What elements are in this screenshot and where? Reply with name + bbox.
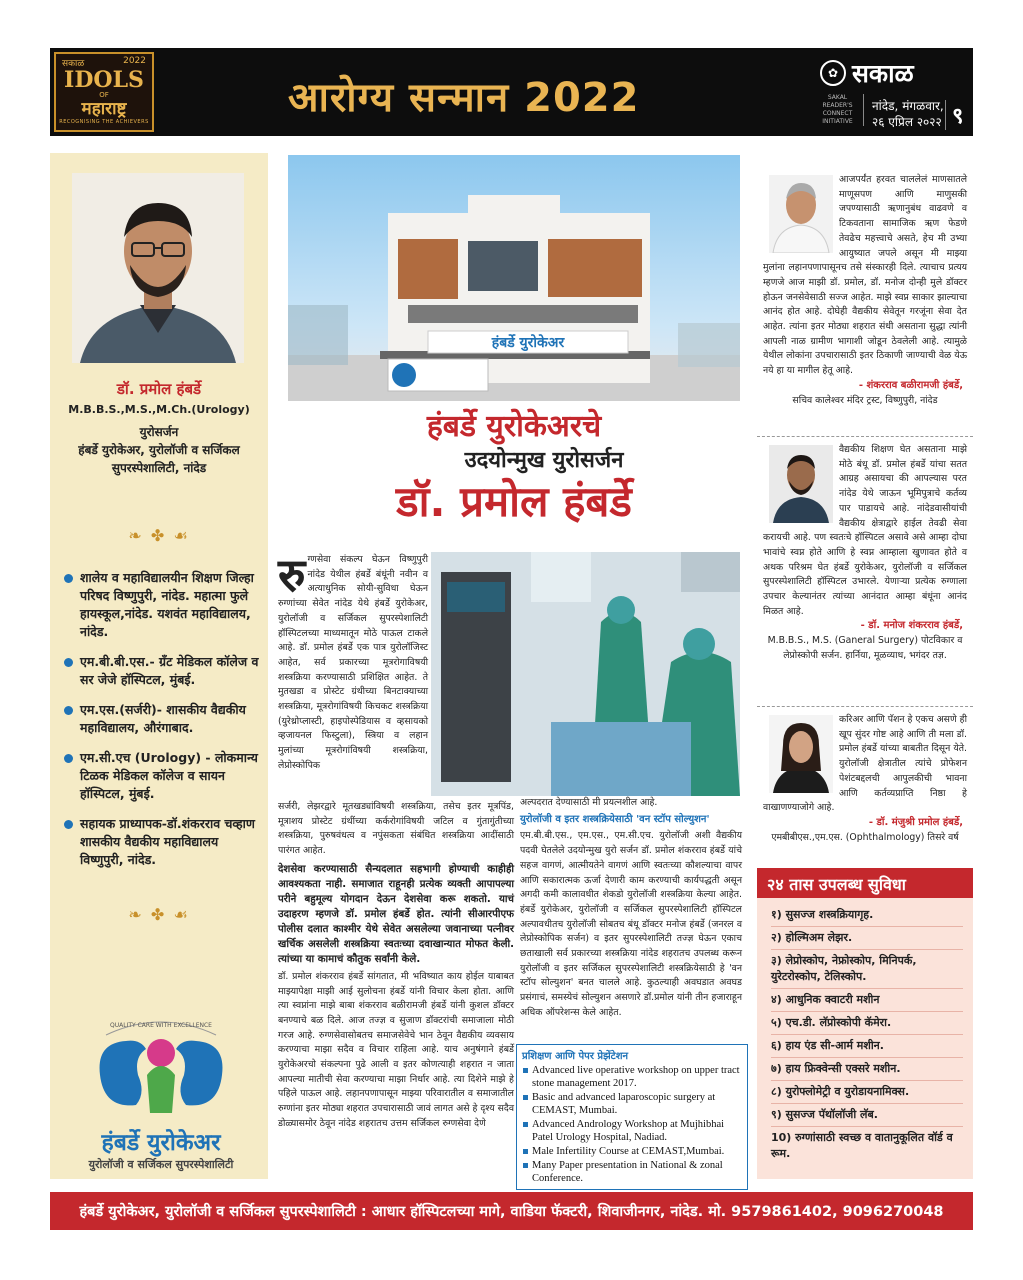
article-paragraph: डॉ. प्रमोल शंकरराव हंबर्डे सांगतात, मी भविष्यात काय होईल याबाबत माझ्यापेक्षा माझी आई सुलोचना हंबर्डे यांनी विचार केला होता. आणि त्या स्वप्नांना माझे बाबा शंकरराव बळीरामजी हंबर्डे यांनी कुशल डॉक्टर बनण्याचे बळ दिले. आज तज्ज्ञ व सुजाण डॉक्टरांची समाजाला मोठी गरज आहे. रुग्णसेवासोबतच समाजसेवेचे भान ठेवून वैद्यकीय व्यवसाय करण्याचा माझा सदैव व विचार राहिला आहे. याच अनुषंगाने हंबर्डे युरोकेअरचो संकल्पना पुढे आली व इतर कोणत्याही शहरात न जाता आपल्या मातीची सेवा करण्याचा माझा निर्धार आहे. त्या दिशेने माझे हे पहिले पाऊल आहे. लहानपणापासून माझ्या परिवारातील व समाजातील रुग्णांना इतर मोठ्या शहरात उपचारासाठी जावं लागत असे हे दृश्य सदैव डोळ्यासमोर ठेवून नांदेड शहरातच उत्तम सर्जिकल रुग्णसेवा देणे: [278, 970, 514, 1129]
article-paragraph: एम.बी.बी.एस., एम.एस., एम.सी.एच. युरोलॉजी अशी वैद्यकीय पदवी घेतलेले उदयोन्मुख युरो सर्जन डॉ. प्रमोल शंकरराव हंबर्डे यांचे सहज वागणं, आत्मीयतेने वागणं आणि स्वतःच्या कौशल्याचा वापर आणि सकारात्मक ऊर्जा देणारी काम करण्याची कार्यपद्धती असून अगदी कमी कालावधीत शेकडो युरोलॉजी शस्त्रक्रिया केल्या आहेत. हंबर्डे युरोकेअर, युरोलॉजी व सर्जिकल सुपरस्पेशालिटी हॉस्पिटल अल्पावधीतच युरोलॉजी सोबतच बंधू डॉक्टर मनोज हंबर्डे (जनरल व लेप्रोस्कोपिक सर्जन) व इतर सुपरस्पेशालिटी तज्ज्ञ घेऊन एकाच छताखाली सर्व प्रकारच्या शस्त्रक्रिया नांदेड शहरातच उपलब्ध करून युरोलॉजी व इतर सर्जिकल सुपरस्पेशालिटी शस्त्रक्रियेसाठी हे 'वन स्टॉप सोल्युशन' बनत चालले आहे. कुठल्याही अवघडात अवघड प्रसंगाचं, समस्येचं सोल्युशन असणारे डॉ.प्रमोल यांनी तीन हजाराहून अधिक ऑपरेशन्स केले आहेत.: [520, 830, 742, 1018]
testimonial: [757, 173, 973, 408]
badge-tagline: RECOGNISING THE ACHIEVERS: [59, 119, 149, 125]
training-item: Advanced live operative workshop on upper tract stone management 2017.: [522, 1064, 742, 1090]
badge-top: सकाळ: [62, 59, 85, 69]
testimonial-text: करिअर आणि पॅशन हे एकच असणे ही खूप सुंदर गोष्ट आहे आणि ती मला डॉ. प्रमोल हंबर्डे यांच्या बाबतीत दिसून येते. युरोलॉजी क्षेत्रातील त्यांचे प्रोफेशन पेशंटबद्दलची आपुलकीची भावना आणि कर्तव्यप्राप्ति निष्ठा हे वाखाणण्याजोगे आहे.: [763, 714, 967, 814]
qualification-item: सहायक प्राध्यापक-डॉ.शंकरराव चव्हाण शासकीय वैद्यकीय महाविद्यालय विष्णुपुरी, नांदेड.: [62, 815, 262, 869]
logo-title: हंबर्डे युरोकेअर: [101, 1130, 221, 1156]
testimonial-text: आजपर्यंत हरवत चाललेलं माणसातले माणूसपण आणि माणुसकी जपण्यासाठी ऋणानुबंध वाढवणे व टिकवताना सामाजिक ऋण फेडणे तेवढेच महत्त्वाचे असते, हेच मी उभ्या आयुष्यात जपले असून मी माझ्या मुलांना लहानपणापासूनच तसे संस्कारही दिले. त्याचाच प्रत्यय म्हणजे आज माझी डॉ. प्रमोल, डॉ. मनोज दोन्ही मुले डॉक्टर होऊन जनसेवेसाठी सज्ज आहेत. माझे स्वप्न साकार झाल्याचा आनंद होत आहे. दोघेही वैद्यकीय सेवेतून गरजूंना सेवा देत आहेत. त्यांना इतर मोठ्या शहरात संधी असताना सुद्धा त्यांनी आपली नाळ ग्रामीण भागाशी जोडून ठेवलेली आहे. त्यामुळे येथील लोकांना उपचारासाठी इतर ठिकाणी जाण्याची वेळ येऊ नये हा या मागील हेतू आहे.: [763, 174, 967, 377]
training-item: Basic and advanced laparoscopic surgery at CEMAST, Mumbai.: [522, 1091, 742, 1117]
training-item: Male Infertility Course at CEMAST,Mumbai.: [522, 1145, 742, 1158]
divider: [757, 706, 973, 707]
testimonial-signature: - डॉ. मनोज शंकरराव हंबर्डे,: [860, 620, 963, 632]
article-paragraph: अल्पदरात देण्यासाठी मी प्रयत्नशील आहे.: [520, 797, 658, 808]
doctor-name: डॉ. प्रमोल हंबर्डे: [116, 380, 202, 398]
facility-item: २) होल्मिअम लेझर.: [771, 927, 963, 950]
doctor-role: युरोसर्जन: [139, 425, 179, 439]
facility-item: ७) हाय फ्रिक्वेन्सी एक्सरे मशीन.: [771, 1058, 963, 1081]
badge-state: महाराष्ट्र: [81, 99, 127, 119]
testimonial: [757, 713, 973, 845]
paper-name: सकाळ: [852, 59, 914, 88]
facility-item: 10) रुग्णांसाठी स्वच्छ व वातानुकूलित वॉर्ड व रूम.: [771, 1131, 953, 1160]
article-paragraph: सर्जरी, लेझरद्वारे मूतखड्यांविषयी शस्त्रक्रिया, तसेच इतर मूत्रपिंड, मूत्राशय प्रोस्टेट ग्रंथींच्या कर्करोगांविषयी जटिल व गुंतागुंतीच्या शस्त्रक्रिया, पुरुषवंधत्व व नपुंसकता संबंधित शस्त्रक्रिया आदींसाठी पारंगत आहेत.: [278, 801, 514, 857]
facility-item: ९) सुसज्ज पॅथॉलॉजी लॅब.: [771, 1104, 963, 1127]
testimonial-text: वैद्यकीय शिक्षण घेत असताना माझे मोठे बंधू डॉ. प्रमोल हंबर्डे यांचा सतत आग्रह असायचा की आपल्यास परत नांदेड येथे जाऊन भूमिपुत्राचे कर्तव्य पार पाडायचे आहे. नांदेडवासीयांची वैद्यकीय क्षेत्राद्वारे हाईल तेवढी सेवा करायची आहे. पण स्वतःचे हॉस्पिटल असावे असे आम्हा दोघा भावांचे स्वप्न होते आणि हे स्वप्न आम्हाला खुणावत होते व अथक परिश्रम घेत हंबर्डे युरोकेअर, युरोलॉजी व सर्जिकल सुपरस्पेशालिटी हॉस्पिटल उभारले. येणाऱ्या प्रत्येक रुग्णाला उपचार केल्यानंतर त्यांच्या आनंदात आम्हा बंधूंना आनंद मिळत आहे.: [763, 444, 967, 617]
facilities-heading: २४ तास उपलब्ध सुविधा: [757, 868, 973, 898]
idols-badge: [54, 52, 154, 132]
article-paragraph: ग्णसेवा संकल्प घेऊन विष्णुपुरी नांदेड येथील हंबर्डे बंधूंनी नवीन व अत्याधुनिक सोयी-सुविधा घेऊन रुग्णांच्या सेवेत नांदेड येथे हंबर्डे युरोकेअर, युरोलॉजी व सर्जिकल सुपरस्पेशालिटी हॉस्पिटलच्या माध्यमातून मोठे पाऊल टाकले आहे. डॉ. प्रमोल हंबर्डे एक पात्र युरोलॉजिस्ट आहेत, सर्व प्रकारच्या मूत्ररोगाविषयी शस्त्रक्रिया करण्यासाठी प्रशिक्षित आहेत. ते मुतखडा व प्रोस्टेट ग्रंथीच्या बिनटाक्याच्या शस्त्रक्रिया, मूत्ररोगांविषयी किचकट शस्त्रक्रिया (युरेथ्रोप्लास्टी, हाइपोस्पेडियास व व्हसायको व्हजायनल फिस्टुला), स्त्रिया व लहान मुलांच्या मूत्ररोगांविषयी शस्त्रक्रिया, लेप्रोस्कोपिक: [278, 554, 428, 771]
page-title: आरोग्य सन्मान 2022: [288, 75, 640, 121]
logo-ring-text: QUALITY CARE WITH EXCELLENCE: [110, 1022, 212, 1029]
place-day: नांदेड, मंगळवार,: [872, 99, 944, 113]
training-heading: प्रशिक्षण आणि पेपर प्रेझेंटेशन: [522, 1051, 629, 1062]
testimonial-signature: - शंकरराव बळीरामजी हंबर्डे,: [858, 379, 963, 391]
dateline: [872, 98, 944, 130]
footer-address-bar: हंबर्डे युरोकेअर, युरोलॉजी व सर्जिकल सुपरस्पेशालिटी : आधार हॉस्पिटलच्या मागे, वाडिया फॅक्टरी, शिवाजीनगर, नांदेड. मो. 9579861402, 9096270048: [50, 1192, 973, 1230]
doctor-degrees: M.B.B.S.,M.S.,M.Ch.(Urology): [68, 403, 250, 416]
doctor-organization: हंबर्डे युरोकेअर, युरोलॉजी व सर्जिकल सुपरस्पेशालिटी, नांदेड: [78, 443, 240, 475]
qualification-item: एम.बी.बी.एस.- ग्रँट मेडिकल कॉलेज व सर जेजे हॉस्पिटल, मुंबई.: [62, 653, 262, 689]
testimonial: [757, 443, 973, 664]
facility-item: ५) एच.डी. लॅप्रोस्कोपी कॅमेरा.: [771, 1012, 963, 1035]
testimonial-signature: - डॉ. मंजुश्री प्रमोल हंबर्डे,: [868, 816, 963, 828]
qualification-item: एम.एस.(सर्जरी)- शासकीय वैद्यकीय महाविद्यालय, औरंगाबाद.: [62, 701, 262, 737]
article-column-2: [520, 796, 742, 1023]
training-box: [516, 1044, 748, 1190]
reader-initiative: SAKAL READER'S CONNECT INITIATIVE: [816, 94, 864, 126]
sakal-emblem-icon: ✿: [820, 60, 846, 86]
training-list: [522, 1064, 742, 1185]
qualification-list: [62, 569, 262, 881]
testimonial-photo: [769, 715, 833, 799]
training-item: Advanced Andrology Workshop at Mujhibhai Patel Urology Hospital, Nadiad.: [522, 1118, 742, 1144]
facility-item: ४) आधुनिक क्वाटरी मशीन: [771, 989, 963, 1012]
hospital-building-photo: [288, 155, 740, 401]
headline-line-1: हंबर्डे युरोकेअरचे: [426, 409, 602, 444]
building-sign: हंबर्डे युरोकेअर: [491, 335, 565, 351]
testimonial-meta: एमबीबीएस.,एम.एस. (Ophthalmology) तिसरे वर्ष: [771, 831, 959, 843]
testimonial-photo: [769, 445, 833, 529]
hospital-logo: [66, 1013, 256, 1172]
facilities-list: [757, 898, 973, 1165]
badge-year: 2022: [123, 56, 146, 66]
surgery-photo: [431, 552, 740, 796]
testimonial-meta: सचिव कालेश्वर मंदिर ट्रस्ट, विष्णुपुरी, नांदेड: [792, 394, 938, 406]
badge-of: OF: [99, 91, 109, 99]
facility-item: ८) युरोफ्लोमेट्री व युरोडायनामिक्स.: [771, 1081, 963, 1104]
article-subheading: युरोलॉजी व इतर शस्त्रक्रियेसाठी 'वन स्टॉप सोल्युशन': [520, 813, 710, 825]
issue-date: २६ एप्रिल २०२२: [872, 115, 942, 129]
page-number: ९: [945, 100, 963, 130]
ornament-divider-icon: ❧ ✤ ☙: [128, 526, 190, 545]
divider: [757, 436, 973, 437]
doctor-photo: [72, 173, 244, 363]
facility-item: ६) हाय एंड सी-आर्म मशीन.: [771, 1035, 963, 1058]
qualification-item: शालेय व महाविद्यालयीन शिक्षण जिल्हा परिषद विष्णुपुरी, नांदेड. महात्मा फुले हायस्कूल,नांदेड. यशवंत महाविद्यालय, नांदेड.: [62, 569, 262, 641]
qualification-item: एम.सी.एच (Urology) - लोकमान्य टिळक मेडिकल कॉलेज व सायन हॉस्पिटल, मुंबई.: [62, 749, 262, 803]
sakal-logo: [820, 56, 914, 90]
article-column-1-cont: [278, 800, 514, 1135]
logo-subtitle: युरोलॉजी व सर्जिकल सुपरस्पेशालिटी: [88, 1158, 234, 1171]
facilities-box: [757, 868, 973, 1179]
testimonial-photo: [769, 175, 833, 259]
doctor-profile-panel: [50, 153, 268, 1179]
testimonial-meta: M.B.B.S., M.S. (Ganeral Surgery) पोटविकार व लेप्रोस्कोपी सर्जन. हार्निया, मूळव्याध, भगंदर तज्ञ.: [767, 635, 963, 661]
article-bold-paragraph: देशसेवा करण्यासाठी सैन्यदलात सहभागी होण्याची काहीही आवश्यकता नाही. समाजात राहूनही प्रत्येक व्यक्ती आपापल्या परीने बहुमूल्य योगदान देऊन देशसेवा करू शकतो. याचं उदाहरण म्हणजे डॉ. प्रमोल हंबर्डे होत. त्यांनी सीआरपीएफ पोलीस दलात काश्मीर येथे सेवेत असलेल्या जवानाच्या पत्नीवर खर्चिक असलेली शस्त्रक्रिया स्वतःच्या दवाखान्यात मोफत केली. त्यांच्या या कामाचं कौतुक सर्वांनी केले.: [278, 863, 514, 965]
facility-item: ३) लेप्रोस्कोप, नेफ्रोस्कोप, मिनिपर्क, युरेटरोस्कोप, टेलिस्कोप.: [771, 950, 963, 989]
ornament-divider-icon: ❧ ✤ ☙: [128, 905, 190, 924]
masthead: [50, 48, 973, 136]
drop-cap: रु: [278, 548, 306, 602]
kidney-logo-icon: [66, 1013, 256, 1123]
headline-line-3: डॉ. प्रमोल हंबर्डे: [396, 477, 632, 526]
facility-item: १) सुसज्ज शस्त्रक्रियागृह.: [771, 904, 963, 927]
headline-line-2: उदयोन्मुख युरोसर्जन: [464, 448, 624, 473]
article-column-1: [278, 548, 428, 777]
training-item: Many Paper presentation in National & zonal Conference.: [522, 1159, 742, 1185]
badge-word: IDOLS: [64, 67, 144, 93]
